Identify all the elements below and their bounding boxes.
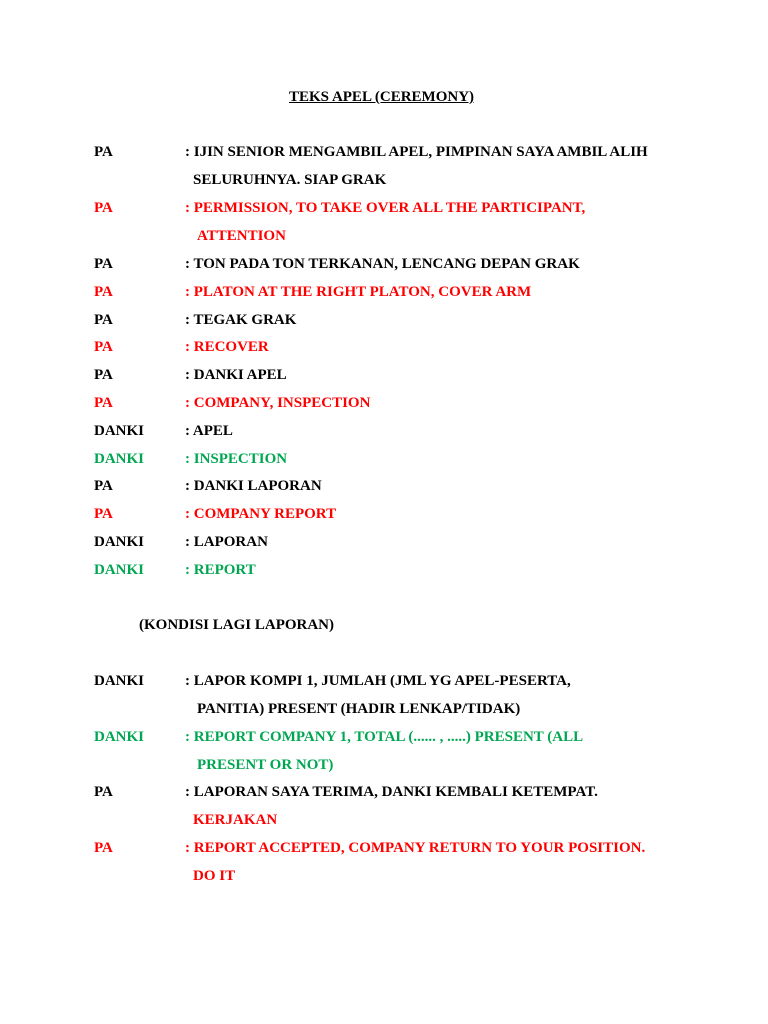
condition-note: (KONDISI LAGI LAPORAN) bbox=[139, 617, 335, 633]
document-title: TEKS APEL (CEREMONY) bbox=[289, 89, 475, 105]
line-continuation-text: ATTENTION bbox=[197, 228, 286, 244]
speaker-label: PA bbox=[94, 840, 113, 856]
line-text: : LAPORAN bbox=[185, 534, 268, 550]
line-text: : PLATON AT THE RIGHT PLATON, COVER ARM bbox=[185, 284, 532, 300]
line-continuation bbox=[0, 812, 768, 832]
speaker-label: PA bbox=[94, 256, 113, 272]
script-line bbox=[0, 534, 768, 554]
script-line bbox=[0, 312, 768, 332]
script-line bbox=[0, 200, 768, 220]
speaker-label: PA bbox=[94, 506, 113, 522]
speaker-label: PA bbox=[94, 395, 113, 411]
script-line bbox=[0, 423, 768, 443]
speaker-label: DANKI bbox=[94, 562, 145, 578]
speaker-label: PA bbox=[94, 478, 113, 494]
line-continuation bbox=[0, 172, 768, 192]
line-text: : COMPANY REPORT bbox=[185, 506, 337, 522]
speaker-label: DANKI bbox=[94, 729, 145, 745]
line-continuation-text: PRESENT OR NOT) bbox=[197, 757, 334, 773]
script-line bbox=[0, 395, 768, 415]
line-continuation-text: KERJAKAN bbox=[193, 812, 278, 828]
line-text: : LAPORAN SAYA TERIMA, DANKI KEMBALI KETEMPAT. bbox=[185, 784, 598, 800]
line-continuation bbox=[0, 701, 768, 721]
speaker-label: PA bbox=[94, 339, 113, 355]
line-continuation bbox=[0, 228, 768, 248]
script-line bbox=[0, 144, 768, 164]
line-text: : REPORT COMPANY 1, TOTAL (...... , .....) PRESENT (ALL bbox=[185, 729, 584, 745]
line-continuation-text: SELURUHNYA. SIAP GRAK bbox=[193, 172, 387, 188]
speaker-label: PA bbox=[94, 784, 113, 800]
line-continuation-text: PANITIA) PRESENT (HADIR LENKAP/TIDAK) bbox=[197, 701, 521, 717]
script-line bbox=[0, 840, 768, 860]
script-line bbox=[0, 562, 768, 582]
line-text: : RECOVER bbox=[185, 339, 269, 355]
line-text: : PERMISSION, TO TAKE OVER ALL THE PARTICIPANT, bbox=[185, 200, 586, 216]
script-line bbox=[0, 784, 768, 804]
speaker-label: DANKI bbox=[94, 534, 145, 550]
script-line bbox=[0, 256, 768, 276]
line-text: : DANKI APEL bbox=[185, 367, 287, 383]
line-text: : COMPANY, INSPECTION bbox=[185, 395, 371, 411]
script-line bbox=[0, 339, 768, 359]
script-line bbox=[0, 673, 768, 693]
line-text: : APEL bbox=[185, 423, 233, 439]
line-continuation bbox=[0, 868, 768, 888]
line-text: : IJIN SENIOR MENGAMBIL APEL, PIMPINAN SAYA AMBIL ALIH bbox=[185, 144, 648, 160]
line-text: : DANKI LAPORAN bbox=[185, 478, 322, 494]
script-line bbox=[0, 729, 768, 749]
script-line bbox=[0, 451, 768, 471]
line-text: : LAPOR KOMPI 1, JUMLAH (JML YG APEL-PESERTA, bbox=[185, 673, 571, 689]
speaker-label: PA bbox=[94, 284, 113, 300]
speaker-label: DANKI bbox=[94, 451, 145, 467]
line-text: : REPORT bbox=[185, 562, 256, 578]
speaker-label: DANKI bbox=[94, 673, 145, 689]
line-continuation-text: DO IT bbox=[193, 868, 236, 884]
speaker-label: DANKI bbox=[94, 423, 145, 439]
script-line bbox=[0, 506, 768, 526]
line-text: : INSPECTION bbox=[185, 451, 288, 467]
line-text: : TEGAK GRAK bbox=[185, 312, 297, 328]
speaker-label: PA bbox=[94, 367, 113, 383]
line-text: : TON PADA TON TERKANAN, LENCANG DEPAN GRAK bbox=[185, 256, 580, 272]
line-continuation bbox=[0, 757, 768, 777]
speaker-label: PA bbox=[94, 144, 113, 160]
speaker-label: PA bbox=[94, 200, 113, 216]
script-line bbox=[0, 284, 768, 304]
script-line bbox=[0, 367, 768, 387]
speaker-label: PA bbox=[94, 312, 113, 328]
script-line bbox=[0, 478, 768, 498]
line-text: : REPORT ACCEPTED, COMPANY RETURN TO YOUR POSITION. bbox=[185, 840, 646, 856]
